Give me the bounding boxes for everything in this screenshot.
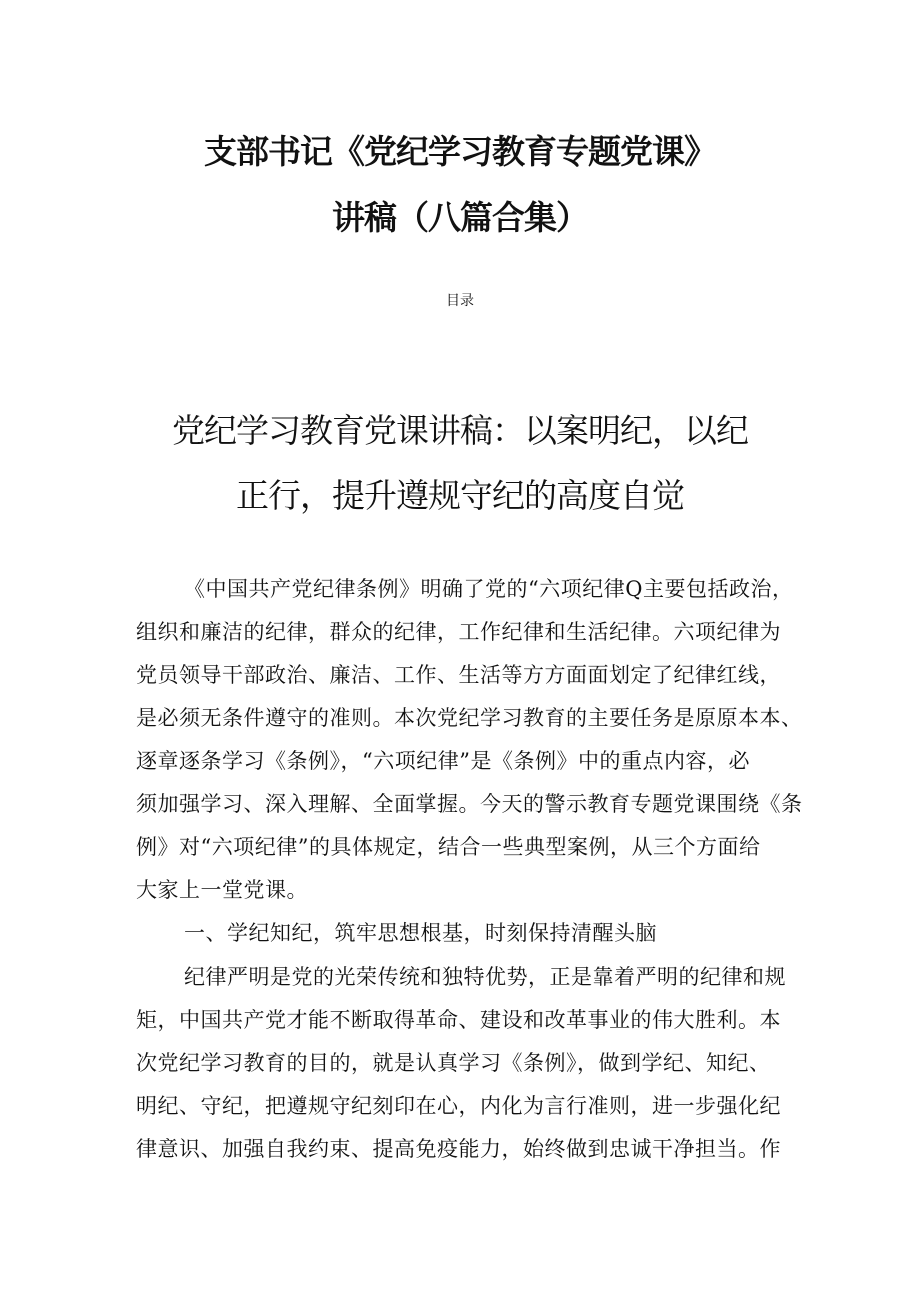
- paragraph-2-line: 次党纪学习教育的目的，就是认真学习《条例》，做到学纪、知纪、: [136, 1051, 771, 1075]
- paragraph-1-line: 逐章逐条学习《条例》，“六项纪律”是《条例》中的重点内容，必: [136, 749, 750, 773]
- document-title-line-1: 支部书记《党纪学习教育专题党课》: [204, 132, 716, 171]
- table-of-contents-label: 目录: [446, 293, 474, 309]
- paragraph-1-line: 组织和廉洁的纪律，群众的纪律，工作纪律和生活纪律。六项纪律为: [136, 620, 781, 644]
- section-heading-1: 一、学纪知纪，筑牢思想根基，时刻保持清醒头脑: [184, 921, 657, 945]
- paragraph-1-line: 大家上一堂党课。: [136, 878, 308, 902]
- paragraph-2-line: 律意识、加强自我约束、提高免疫能力，始终做到忠诚干净担当。作: [136, 1137, 781, 1161]
- paragraph-1-line: 党员领导干部政治、廉洁、工作、生活等方方面面划定了纪律红线，: [136, 663, 781, 687]
- paragraph-1-line: 是必须无条件遵守的准则。本次党纪学习教育的主要任务是原原本本、: [136, 706, 803, 730]
- section-title-line-2: 正行，提升遵规守纪的高度自觉: [236, 476, 684, 515]
- paragraph-2-line: 矩，中国共产党才能不断取得革命、建设和改革事业的伟大胜利。本: [136, 1008, 781, 1032]
- paragraph-1-line: 须加强学习、深入理解、全面掌握。今天的警示教育专题党课围绕《条: [136, 792, 803, 816]
- paragraph-2-line: 明纪、守纪，把遵规守纪刻印在心，内化为言行准则，进一步强化纪: [136, 1094, 781, 1118]
- paragraph-1-line: 《中国共产党纪律条例》明确了党的“六项纪律Q主要包括政治，: [184, 577, 794, 601]
- document-title-line-2: 讲稿（八篇合集）: [332, 198, 588, 237]
- paragraph-1-line: 例》对“六项纪律”的具体规定，结合一些典型案例，从三个方面给: [136, 835, 761, 859]
- paragraph-2-line: 纪律严明是党的光荣传统和独特优势，正是靠着严明的纪律和规: [184, 965, 786, 989]
- section-title-line-1: 党纪学习教育党课讲稿：以案明纪，以纪: [172, 411, 748, 450]
